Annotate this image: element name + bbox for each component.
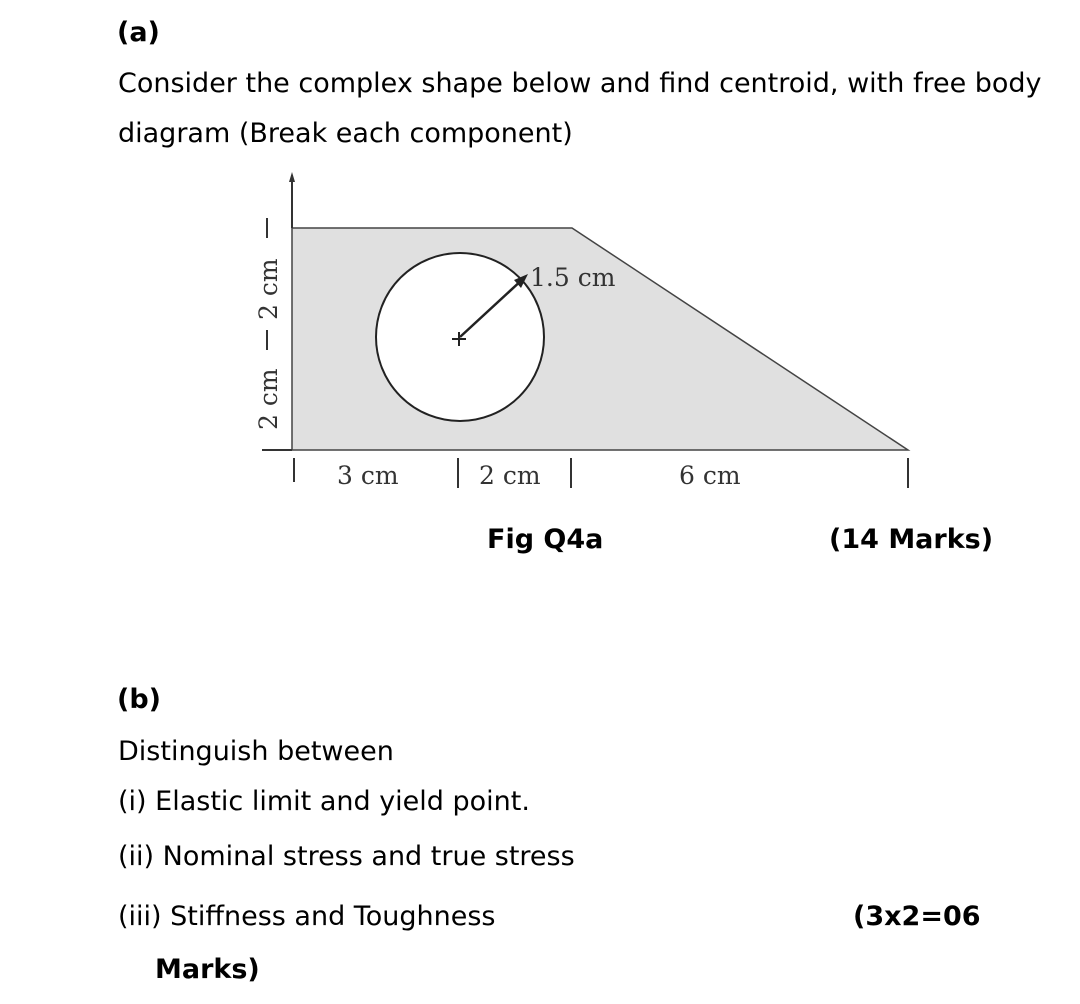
part-a-label: (a) [117, 17, 160, 48]
part-a-question-line1: Consider the complex shape below and find centroid, with free body [118, 68, 1042, 99]
part-b-marks-line2: Marks) [155, 954, 260, 985]
figure-caption: Fig Q4a [487, 524, 604, 555]
part-b-item-3: (iii) Stiffness and Toughness [118, 901, 496, 932]
left-dim-lower-label: 2 cm [254, 368, 283, 430]
part-b-item-1: (i) Elastic limit and yield point. [118, 786, 530, 817]
bottom-dim-1-label: 3 cm [337, 461, 399, 490]
part-b-marks-line1: (3x2=06 [853, 901, 981, 932]
bottom-dim-2-label: 2 cm [479, 461, 541, 490]
radius-label: 1.5 cm [530, 263, 616, 292]
left-dim-upper-label: 2 cm [254, 258, 283, 320]
part-b-item-2: (ii) Nominal stress and true stress [118, 841, 575, 872]
part-b-intro: Distinguish between [118, 736, 394, 767]
vertical-axis-arrowhead [289, 172, 295, 182]
bottom-dim-3-label: 6 cm [679, 461, 741, 490]
part-a-question-line2: diagram (Break each component) [118, 118, 573, 149]
part-b-label: (b) [117, 684, 162, 715]
part-a-marks: (14 Marks) [829, 524, 994, 555]
